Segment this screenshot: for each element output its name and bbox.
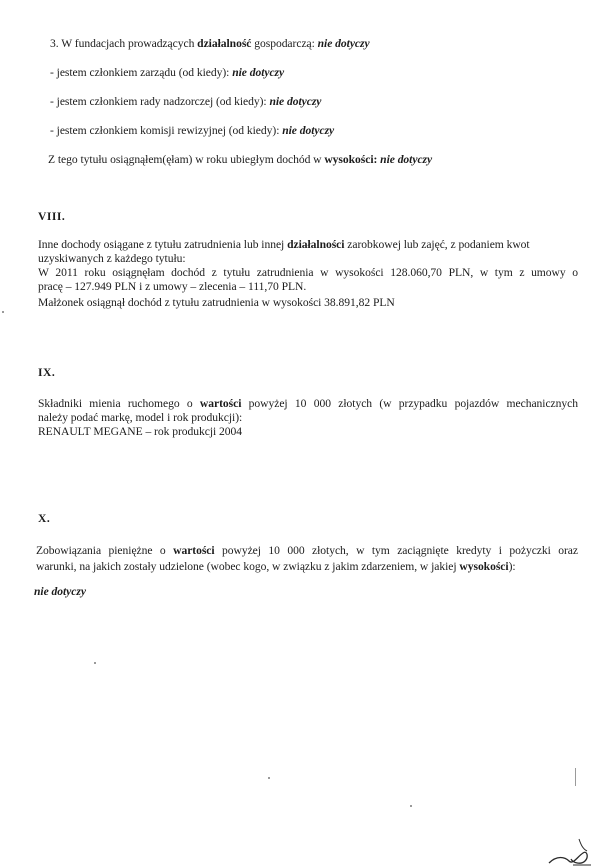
section-x-line2-text-a: warunki, na jakich zostały udzielone (wobec kogo, w związku z jakim zdarzeniem, w jakiej	[36, 560, 460, 573]
scan-speck	[94, 662, 96, 664]
section-viii-intro-line-2: uzyskiwanych z każdego tytułu:	[38, 252, 186, 265]
section-x-heading: X.	[38, 512, 51, 525]
foundation-activity-keyword: działalność	[197, 37, 252, 50]
income-keyword: wysokości:	[324, 153, 378, 166]
section-x-text-a: Zobowiązania pieniężne o	[36, 544, 174, 557]
section-x-line-2	[36, 560, 516, 574]
section-x-value: nie dotyczy	[34, 585, 86, 598]
section-viii-intro-text-b: zarobkowej lub zajęć, z podaniem kwot	[344, 238, 530, 251]
board-member-label: - jestem członkiem zarządu (od kiedy):	[50, 66, 233, 79]
scan-speck	[2, 311, 4, 313]
foundation-activity-line	[50, 37, 370, 51]
section-viii-intro-line-1	[38, 238, 530, 252]
section-ix-heading: IX.	[38, 366, 56, 379]
section-ix-vehicle-line: RENAULT MEGANE – rok produkcji 2004	[38, 425, 243, 438]
scan-speck	[575, 768, 576, 786]
supervisory-board-label: - jestem członkiem rady nadzorczej (od kiedy):	[50, 95, 270, 108]
audit-committee-line	[50, 124, 334, 138]
board-member-value: nie dotyczy	[232, 66, 285, 79]
section-viii-spouse-income-line: Małżonek osiągnął dochód z tytułu zatrudnienia w wysokości 38.891,82 PLN	[38, 296, 395, 309]
section-ix-line-2: należy podać markę, model i rok produkcji):	[38, 411, 243, 424]
section-ix-text-a: Składniki mienia ruchomego o	[38, 397, 200, 410]
section-viii-employment-income-line: W 2011 roku osiągnęłam dochód z tytułu zatrudnienia w wysokości 128.060,70 PLN, w tym z umowy o	[38, 266, 578, 279]
income-value: nie dotyczy	[377, 153, 433, 166]
income-label: Z tego tytułu osiągnąłem(ęłam) w roku ubiegłym dochód w	[48, 153, 325, 166]
audit-committee-value: nie dotyczy	[282, 124, 335, 137]
supervisory-board-line	[50, 95, 321, 109]
section-x-text-b: powyżej 10 000 złotych, w tym zaciągnięte kredyty i pożyczki oraz	[214, 544, 578, 557]
section-x-line2-keyword: wysokości	[459, 560, 509, 573]
section-viii-contract-breakdown-line: pracę – 127.949 PLN i z umowy – zlecenia – 111,70 PLN.	[38, 280, 307, 293]
foundation-activity-value: nie dotyczy	[317, 37, 370, 50]
section-x-keyword: wartości	[173, 544, 215, 557]
income-line	[48, 153, 432, 167]
section-x-line-1	[36, 544, 578, 558]
scan-speck	[268, 777, 270, 779]
section-ix-text-b: powyżej 10 000 złotych (w przypadku pojazdów mechanicznych	[241, 397, 578, 410]
supervisory-board-value: nie dotyczy	[269, 95, 322, 108]
scan-speck	[410, 805, 412, 807]
signature-scribble-icon	[543, 827, 593, 867]
foundation-activity-label: 3. W fundacjach prowadzących	[50, 37, 198, 50]
section-ix-line-1	[38, 397, 578, 411]
section-x-line2-text-b: ):	[508, 560, 516, 573]
section-viii-heading: VIII.	[38, 210, 66, 223]
section-viii-intro-text-a: Inne dochody osiągane z tytułu zatrudnienia lub innej	[38, 238, 288, 251]
audit-committee-label: - jestem członkiem komisji rewizyjnej (od kiedy):	[50, 124, 283, 137]
board-member-line	[50, 66, 284, 80]
foundation-activity-label-end: gospodarczą:	[251, 37, 318, 50]
section-viii-intro-keyword: działalności	[287, 238, 345, 251]
section-ix-keyword: wartości	[199, 397, 242, 410]
